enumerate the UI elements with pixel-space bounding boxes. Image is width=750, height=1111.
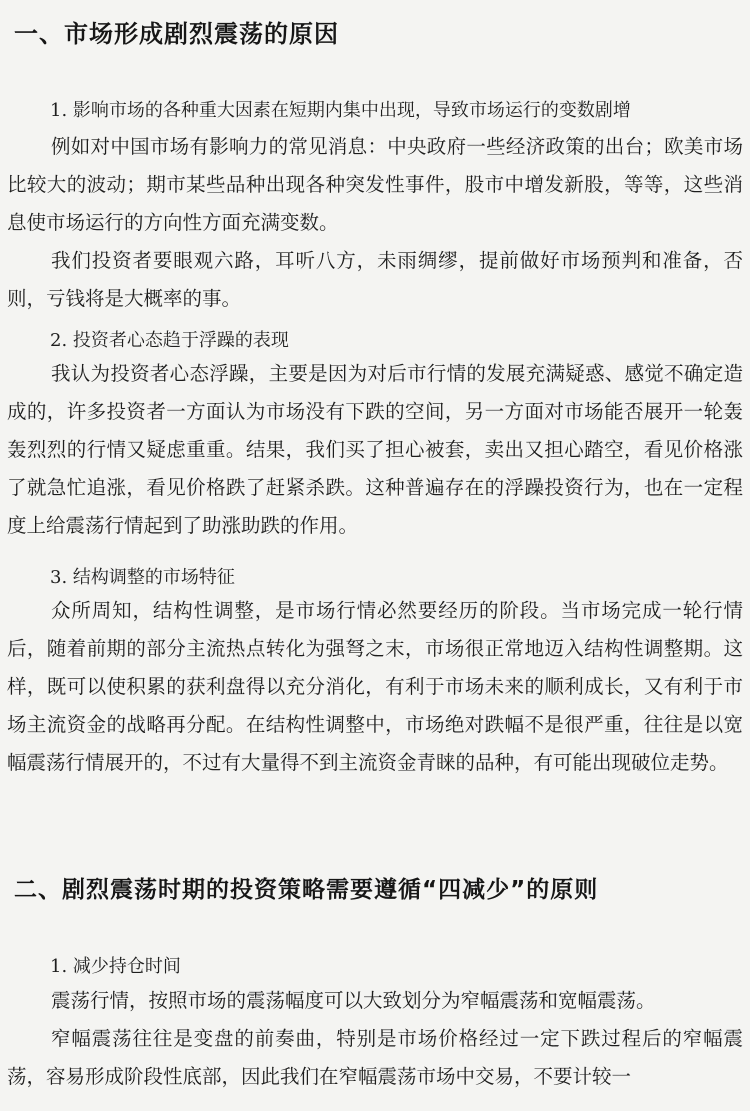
section-1-title: 一、市场形成剧烈震荡的原因 bbox=[14, 20, 339, 48]
section-1-item-1-body: 例如对中国市场有影响力的常见消息：中央政府一些经济政策的出台；欧美市场比较大的波动；期市某些品种出现各种突发性事件，股市中增发新股，等等，这些消息使市场运行的方向性方面充满变数。 bbox=[7, 135, 743, 234]
section-1-item-2-heading: 2. 投资者心态趋于浮躁的表现 bbox=[50, 330, 289, 351]
section-2-item-1-body: 震荡行情，按照市场的震荡幅度可以大致划分为窄幅震荡和宽幅震荡。 bbox=[51, 989, 656, 1012]
section-2-title: 二、剧烈震荡时期的投资策略需要遵循“四减少”的原则 bbox=[14, 877, 599, 903]
section-1-item-1-body-2: 我们投资者要眼观六路，耳听八方，未雨绸缪，提前做好市场预判和准备，否则，亏钱将是大概率的事。 bbox=[7, 249, 743, 310]
section-1-item-3-body: 众所周知，结构性调整，是市场行情必然要经历的阶段。当市场完成一轮行情后，随着前期的部分主流热点转化为强弩之末，市场很正常地迈入结构性调整期。这样，既可以使积累的获利盘得以充分消化，有利于市场未来的顺利成长，又有利于市场主流资金的战略再分配。在结构性调整中，市场绝对跌幅不是很严重，往往是以宽幅震荡行情展开的，不过有大量得不到主流资金青睐的品种，有可能出现破位走势。 bbox=[7, 599, 743, 774]
section-2-item-1-body-2: 窄幅震荡往往是变盘的前奏曲，特别是市场价格经过一定下跌过程后的窄幅震荡，容易形成阶段性底部，因此我们在窄幅震荡市场中交易，不要计较一 bbox=[7, 1027, 743, 1088]
section-2-item-1-heading: 1. 减少持仓时间 bbox=[50, 956, 181, 977]
section-1-item-2-body: 我认为投资者心态浮躁，主要是因为对后市行情的发展充满疑惑、感觉不确定造成的，许多投资者一方面认为市场没有下跌的空间，另一方面对市场能否展开一轮轰轰烈烈的行情又疑虑重重。结果，我们买了担心被套，卖出又担心踏空，看见价格涨了就急忙追涨，看见价格跌了赶紧杀跌。这种普遍存在的浮躁投资行为，也在一定程度上给震荡行情起到了助涨助跌的作用。 bbox=[7, 362, 743, 537]
section-1-item-1-heading: 1. 影响市场的各种重大因素在短期内集中出现，导致市场运行的变数剧增 bbox=[50, 100, 631, 121]
section-1-item-3-heading: 3. 结构调整的市场特征 bbox=[50, 567, 235, 588]
